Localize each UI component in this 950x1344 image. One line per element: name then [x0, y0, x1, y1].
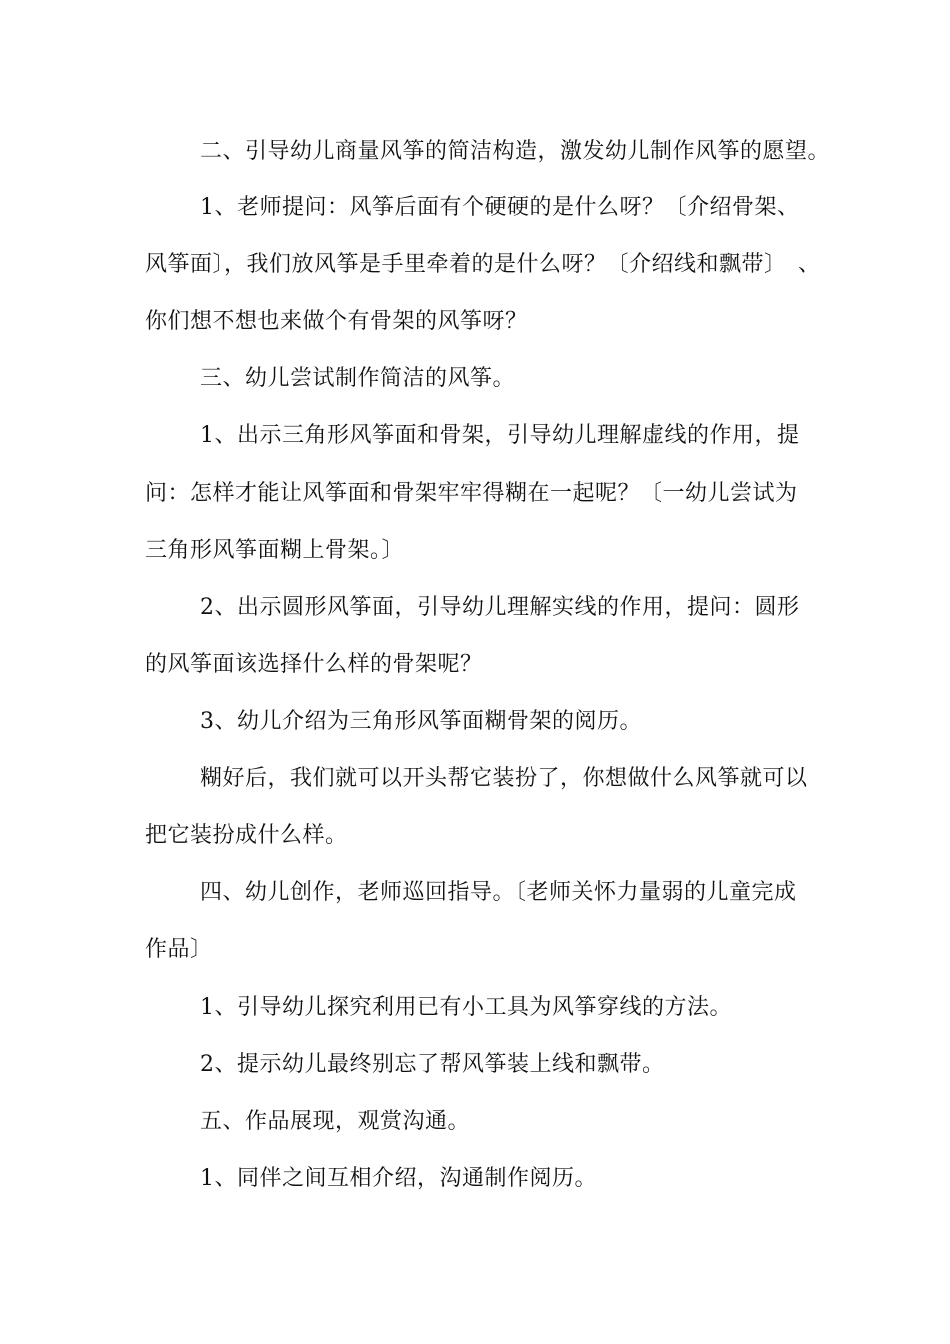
- paragraph-line: 问：怎样才能让风筝面和骨架牢牢得糊在一起呢？〔一幼儿尝试为: [145, 481, 798, 506]
- paragraph-line: 2、出示圆形风筝面，引导幼儿理解实线的作用，提问：圆形: [200, 595, 800, 620]
- paragraph-line: 作品〕: [145, 937, 213, 962]
- paragraph-line: 三角形风筝面糊上骨架。〕: [145, 538, 405, 563]
- paragraph-line: 把它装扮成什么样。: [145, 823, 348, 848]
- paragraph-line: 糊好后，我们就可以开头帮它装扮了，你想做什么风筝就可以: [200, 766, 808, 791]
- section-heading-2: 二、引导幼儿商量风筝的简洁构造，激发幼儿制作风筝的愿望。: [200, 139, 831, 164]
- paragraph-line: 风筝面〕，我们放风筝是手里牵着的是什么呀？〔介绍线和飘带〕 、: [145, 252, 821, 277]
- paragraph-line: 你们想不想也来做个有骨架的风筝呀？: [145, 309, 528, 334]
- paragraph-line: 的风筝面该选择什么样的骨架呢？: [145, 652, 483, 677]
- paragraph-line: 3、幼儿介绍为三角形风筝面糊骨架的阅历。: [200, 709, 642, 734]
- paragraph-line: 2、提示幼儿最终别忘了帮风筝装上线和飘带。: [200, 1052, 665, 1077]
- paragraph-line: 1、老师提问：风筝后面有个硬硬的是什么呀？〔介绍骨架、: [200, 195, 800, 220]
- section-heading-4: 四、幼儿创作，老师巡回指导。〔老师关怀力量弱的儿童完成: [200, 880, 797, 905]
- paragraph-line: 1、同伴之间互相介绍，沟通制作阅历。: [200, 1166, 597, 1191]
- section-heading-5: 五、作品展现，观赏沟通。: [200, 1109, 471, 1134]
- section-heading-3: 三、幼儿尝试制作简洁的风筝。: [200, 366, 516, 391]
- paragraph-line: 1、引导幼儿探究利用已有小工具为风筝穿线的方法。: [200, 995, 732, 1020]
- paragraph-line: 1、出示三角形风筝面和骨架，引导幼儿理解虚线的作用，提: [200, 423, 800, 448]
